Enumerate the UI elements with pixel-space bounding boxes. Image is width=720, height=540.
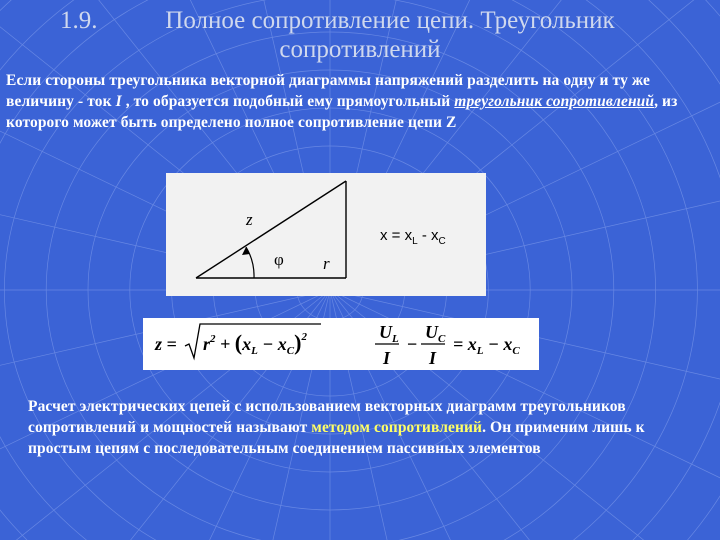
intro-text-3: , из которого может быть определено полное сопротивление цепи Z: [6, 93, 678, 131]
fraction-minus: −: [407, 334, 418, 354]
fraction-2-denominator: I: [429, 348, 437, 368]
intro-text-1: Если стороны треугольника векторной диаграммы напряжений разделить на одну и ту же величину - ток: [6, 72, 651, 110]
formula-root-body: $r^2 + (x_L - x_C)^2$: [203, 330, 307, 357]
title-line-1: Полное сопротивление цепи. Треугольник: [165, 7, 615, 34]
conclusion-paragraph: [28, 396, 708, 459]
title-line-2: сопротивлений: [279, 36, 441, 63]
slide-number: 1.9.: [60, 7, 98, 34]
impedance-formula: [143, 318, 539, 370]
resistance-triangle-figure: [166, 173, 486, 296]
triangle-diagram: [166, 173, 486, 296]
method-term: методом сопротивлений: [311, 419, 483, 436]
intro-text-2: , то образуется подобный ему прямоугольный: [121, 93, 455, 110]
x-equation: $x = x_L - x_C$: [380, 227, 446, 247]
fraction-2-numerator: $U_C$: [425, 322, 446, 345]
formula-z: z =: [155, 334, 177, 354]
hyp-label: z: [246, 210, 253, 229]
term-resistance-triangle: треугольник сопротивлений: [454, 93, 655, 110]
angle-label: φ: [274, 250, 284, 269]
formula-tail: = $x_L - x_C$: [453, 334, 520, 357]
fraction-1-numerator: $U_L$: [379, 322, 399, 345]
conclusion-text-2: . Он применим лишь к простым цепям с последовательным соединением пассивных элементов: [28, 419, 645, 457]
conclusion-text-1: Расчет электрических цепей с использованием векторных диаграмм треугольников сопротивлений и мощностей называют: [28, 398, 626, 436]
fraction-1-denominator: I: [383, 348, 391, 368]
intro-paragraph: [6, 70, 718, 133]
formula-graphic: [143, 318, 539, 370]
current-symbol: I: [115, 93, 122, 110]
slide-title: [0, 6, 720, 64]
base-label: r: [323, 254, 330, 273]
